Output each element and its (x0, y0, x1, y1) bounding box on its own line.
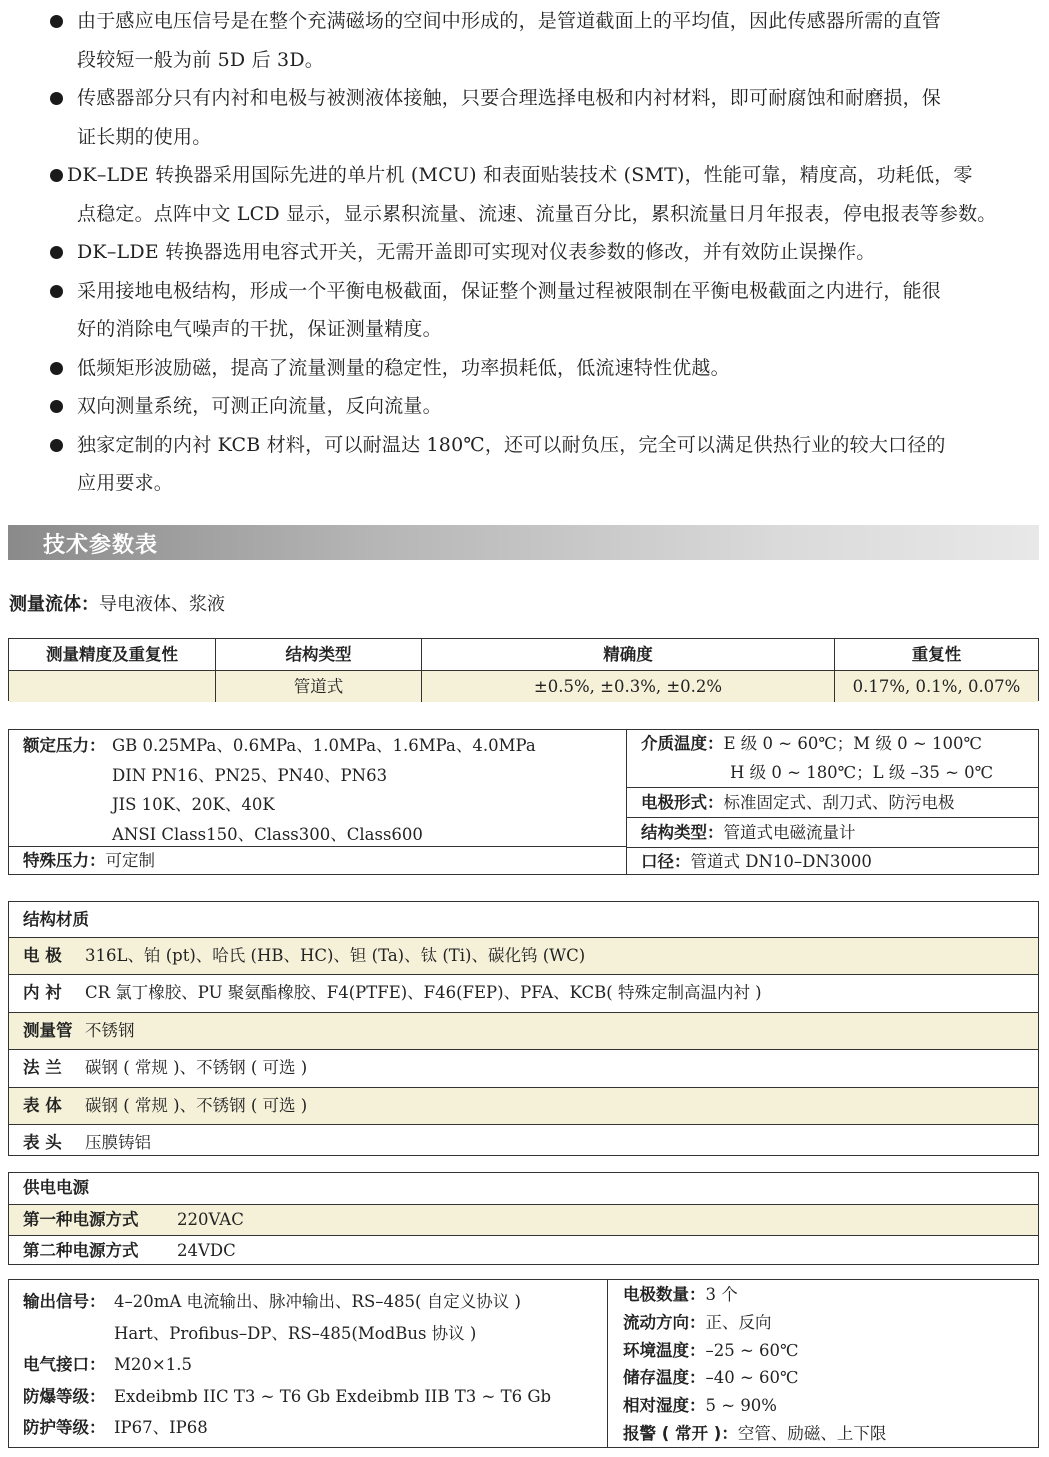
environment-panel (609, 1280, 1038, 1447)
medium-temperature-line: H 级 0 ~ 180℃；L 级 –35 ~ 0℃ (730, 762, 994, 782)
rated-pressure-line: DIN PN16、PN25、PN40、PN63 (112, 765, 388, 785)
bullet-dot-icon (50, 362, 63, 375)
medium-temperature (627, 730, 1038, 787)
feature-list (48, 2, 1043, 503)
feature-item: 采用接地电极结构，形成一个平衡电极截面，保证整个测量过程被限制在平衡电极截面之内进行，能很 好的消除电气噪声的干扰，保证测量精度。 (48, 272, 1043, 349)
bullet-dot-icon (50, 439, 63, 452)
output-spec-box (8, 1279, 1039, 1448)
structure-type-label: 结构类型： (641, 823, 724, 842)
special-pressure-row (9, 846, 626, 875)
material-row (9, 974, 1038, 1011)
feature-item: 传感器部分只有内衬和电极与被测液体接触，只要合理选择电极和内衬材料，即可耐腐蚀和耐磨损，保 证长期的使用。 (48, 79, 1043, 156)
special-pressure-value: 可定制 (105, 851, 155, 870)
rated-pressure-line: GB 0.25MPa、0.6MPa、1.0MPa、1.6MPa、4.0MPa (112, 736, 536, 755)
medium-temperature-label: 介质温度： (641, 734, 724, 753)
material-label: 内 衬 (23, 983, 62, 1003)
bullet-dot-icon (50, 400, 63, 413)
output-row: 防爆等级： Exdeibmb IIC T3 ~ T6 Gb Exdeibmb IIB T3 ~ T6 Gb (23, 1386, 552, 1406)
material-value: CR 氯丁橡胶、PU 聚氨酯橡胶、F4(PTFE)、F46(FEP)、PFA、KCB( 特殊定制高温内衬 ) (85, 983, 762, 1003)
fluid-label: 测量流体： (9, 594, 99, 615)
materials-title: 结构材质 (23, 910, 89, 929)
power-label: 第二种电源方式 (23, 1241, 139, 1260)
material-value: 316L、铂 (pt)、哈氏 (HB、HC)、钽 (Ta)、钛 (Ti)、碳化钨 (WC) (85, 946, 586, 965)
material-label: 表 头 (23, 1132, 62, 1152)
material-value: 碳钢 ( 常规 )、不锈钢 ( 可选 ) (85, 1058, 308, 1078)
feature-item: 双向测量系统，可测正向流量，反向流量。 (48, 387, 1043, 426)
environment-row: 环境温度：–25 ~ 60℃ (623, 1340, 799, 1360)
material-row (9, 1087, 1038, 1124)
material-value: 不锈钢 (85, 1020, 135, 1040)
feature-item: DK–LDE 转换器选用电容式开关，无需开盖即可实现对仪表参数的修改，并有效防止误操作。 (48, 233, 1043, 272)
structure-type-value: 管道式电磁流量计 (723, 823, 856, 842)
medium-temperature-line: E 级 0 ~ 60℃；M 级 0 ~ 100℃ (723, 734, 982, 753)
pressure-panel (9, 730, 627, 874)
power-row (9, 1235, 1038, 1267)
power-title: 供电电源 (23, 1178, 89, 1197)
pressure-spec-box (8, 729, 1039, 875)
materials-box (8, 901, 1039, 1156)
table-row (9, 670, 1038, 702)
rated-pressure (23, 731, 536, 849)
rated-pressure-line: JIS 10K、20K、40K (112, 795, 275, 814)
output-panel (9, 1280, 608, 1447)
bullet-dot-icon (50, 92, 63, 105)
section-title: 技术参数表 (43, 533, 159, 558)
material-label: 表 体 (23, 1095, 62, 1115)
power-value: 24VDC (177, 1241, 236, 1260)
table-cell (9, 671, 215, 702)
feature-item: DK–LDE 转换器采用国际先进的单片机 (MCU) 和表面贴装技术 (SMT)，性能可靠，精度高，功耗低，零 点稳定。点阵中文 LCD 显示，显示累积流量、流速、流量百分比，累积流量日月年报表，停电报表等参数。 (48, 156, 1043, 233)
bullet-dot-icon (50, 246, 63, 259)
material-label: 测量管 (23, 1020, 73, 1040)
table-cell: ±0.5%, ±0.3%, ±0.2% (421, 671, 834, 702)
section-header (8, 525, 1039, 560)
material-row (9, 937, 1038, 974)
material-value: 碳钢 ( 常规 )、不锈钢 ( 可选 ) (85, 1095, 308, 1115)
measured-fluid (9, 590, 225, 616)
output-row: 防护等级： IP67、IP68 (23, 1418, 208, 1437)
diameter-row (627, 847, 1038, 876)
feature-item: 低频矩形波励磁，提高了流量测量的稳定性，功率损耗低，低流速特性优越。 (48, 349, 1043, 388)
output-row: 电气接口： M20×1.5 (23, 1355, 192, 1374)
rated-pressure-line: ANSI Class150、Class300、Class600 (112, 824, 423, 844)
environment-row: 相对湿度：5 ~ 90% (623, 1396, 777, 1416)
material-row (9, 1012, 1038, 1049)
material-row (9, 1049, 1038, 1086)
feature-item: 由于感应电压信号是在整个充满磁场的空间中形成的，是管道截面上的平均值，因此传感器所需的直管 段较短一般为前 5D 后 3D。 (48, 2, 1043, 79)
environment-row: 流动方向：正、反向 (623, 1312, 772, 1332)
output-row: 输出信号： 4–20mA 电流输出、脉冲输出、RS–485( 自定义协议 ) (23, 1292, 521, 1311)
material-value: 压膜铸铝 (85, 1132, 151, 1152)
temperature-panel (627, 730, 1038, 874)
bullet-dot-icon (50, 285, 63, 298)
environment-row: 电极数量：3 个 (623, 1285, 738, 1304)
environment-row: 报警 ( 常开 )：空管、励磁、上下限 (623, 1423, 887, 1443)
table-header-cell: 重复性 (834, 639, 1038, 670)
electrode-type-value: 标准固定式、刮刀式、防污电极 (723, 793, 955, 812)
electrode-type-label: 电极形式： (641, 793, 724, 812)
output-row: Hart、Profibus–DP、RS–485(ModBus 协议 ) (114, 1323, 477, 1343)
power-box (8, 1172, 1039, 1265)
power-row (9, 1204, 1038, 1236)
table-header-row (9, 639, 1038, 670)
table-header-cell: 结构类型 (215, 639, 421, 670)
material-label: 电 极 (23, 946, 62, 965)
power-label: 第一种电源方式 (23, 1209, 139, 1229)
power-value: 220VAC (177, 1209, 244, 1229)
bullet-dot-icon (50, 169, 63, 182)
table-cell: 管道式 (215, 671, 421, 702)
accuracy-table (8, 638, 1039, 701)
rated-pressure-label: 额定压力： (23, 736, 106, 755)
diameter-value: 管道式 DN10–DN3000 (690, 852, 872, 871)
feature-item: 独家定制的内衬 KCB 材料，可以耐温达 180℃，还可以耐负压，完全可以满足供热行业的较大口径的 应用要求。 (48, 426, 1043, 503)
electrode-type-row (627, 787, 1038, 817)
structure-type-row (627, 817, 1038, 847)
fluid-value: 导电液体、浆液 (99, 594, 225, 615)
special-pressure-label: 特殊压力： (23, 851, 106, 870)
material-label: 法 兰 (23, 1058, 62, 1078)
table-header-cell: 测量精度及重复性 (46, 645, 178, 664)
material-row (9, 1124, 1038, 1161)
environment-row: 储存温度：–40 ~ 60℃ (623, 1368, 799, 1388)
table-cell: 0.17%, 0.1%, 0.07% (834, 671, 1038, 702)
table-header-cell: 精确度 (421, 639, 834, 670)
diameter-label: 口径： (641, 852, 691, 871)
bullet-dot-icon (50, 15, 63, 28)
